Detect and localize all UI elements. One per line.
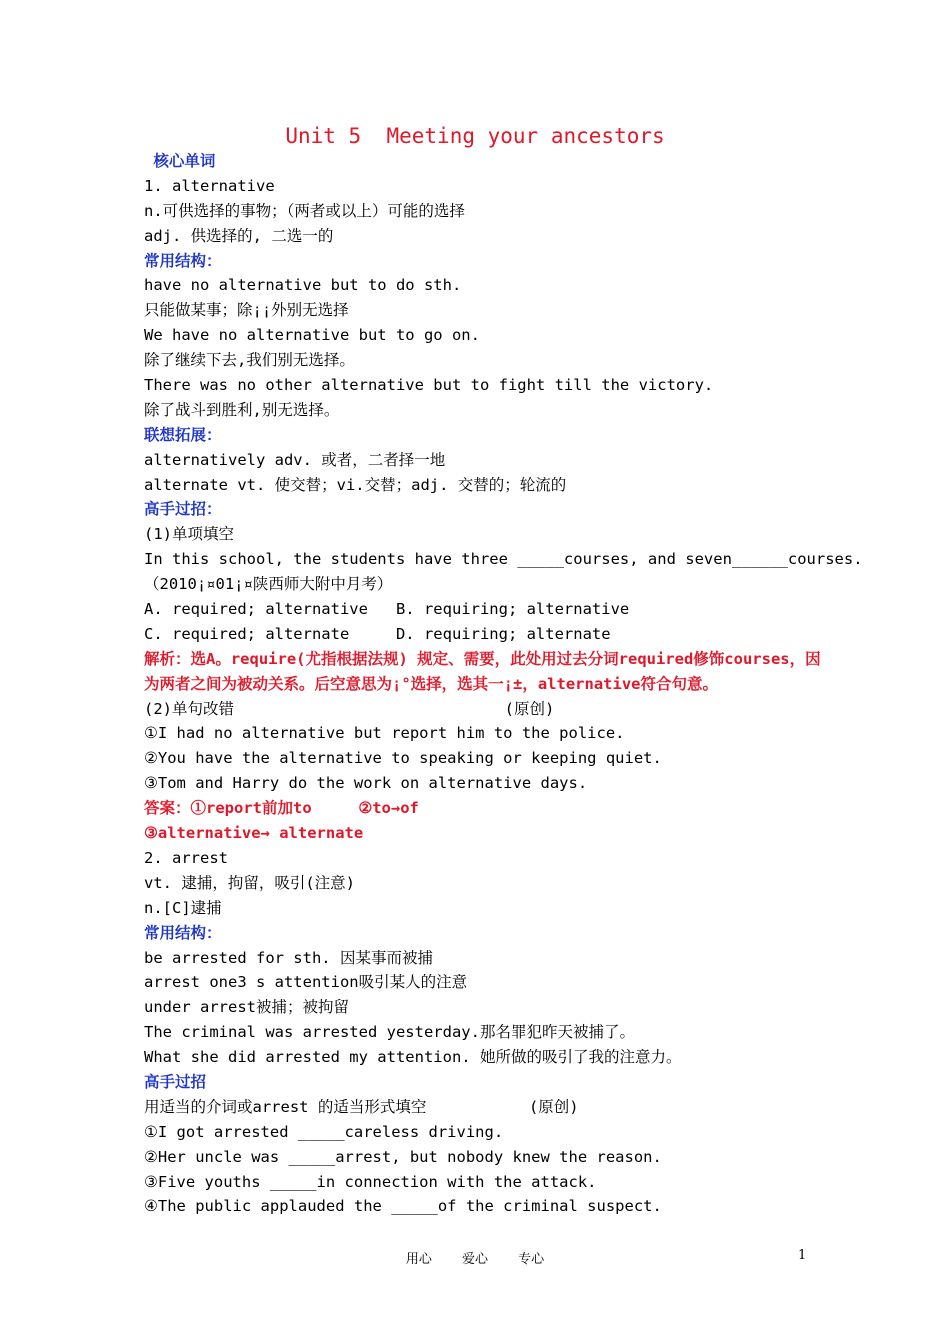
text-line: be arrested for sth. 因某事而被捕 — [144, 948, 433, 967]
text-line: 1. alternative — [144, 176, 275, 195]
section-heading: 高手过招 — [144, 1072, 207, 1091]
text-line: We have no alternative but to go on. — [144, 326, 480, 345]
text-line: ①I got arrested _____careless driving. — [144, 1122, 504, 1141]
section-heading: 常用结构： — [144, 923, 222, 942]
text-line: （2010¡¤01¡¤陕西师大附中月考） — [144, 575, 393, 594]
page-footer — [0, 1248, 950, 1268]
footer-text: 用心 爱心 专心 — [405, 1252, 545, 1267]
document-body — [144, 149, 863, 1219]
text-line: 除了继续下去,我们别无选择。 — [144, 351, 355, 370]
text-line: 只能做某事；除¡¡外别无选择 — [144, 301, 349, 320]
page-title: Unit 5 Meeting your ancestors — [285, 124, 665, 148]
answer-line: 答案：①report前加to ②to→of — [144, 799, 419, 818]
text-line: What she did arrested my attention. 她所做的吸引了我的注意力。 — [144, 1048, 682, 1067]
text-line: (2)单句改错 (原创) — [144, 699, 555, 718]
text-line: A. required; alternative B. requiring; alternative — [144, 600, 630, 619]
section-heading: 核心单词 — [144, 152, 216, 170]
text-line: ④The public applauded the _____of the criminal suspect. — [144, 1197, 662, 1216]
text-line: ①I had no alternative but report him to the police. — [144, 724, 625, 743]
text-line: 用适当的介词或arrest 的适当形式填空 (原创) — [144, 1097, 579, 1116]
answer-line: 解析：选A。require(尤指根据法规) 规定、需要，此处用过去分词required修饰courses，因 — [144, 649, 821, 668]
text-line: There was no other alternative but to fight till the victory. — [144, 376, 714, 395]
answer-line: 为两者之间为被动关系。后空意思为¡°选择，选其一¡±，alternative符合句意。 — [144, 674, 718, 693]
text-line: C. required; alternate D. requiring; alternate — [144, 624, 611, 643]
section-heading: 联想拓展： — [144, 425, 222, 444]
text-line: ③Five youths _____in connection with the attack. — [144, 1172, 597, 1191]
text-line: n.[C]逮捕 — [144, 898, 222, 917]
text-line: alternate vt. 使交替；vi.交替；adj. 交替的；轮流的 — [144, 475, 567, 494]
text-line: vt. 逮捕，拘留，吸引(注意) — [144, 873, 355, 892]
text-line: (1)单项填空 — [144, 525, 234, 544]
text-line: arrest one3 s attention吸引某人的注意 — [144, 973, 468, 992]
text-line: In this school, the students have three _____courses, and seven______courses. — [144, 550, 863, 569]
text-line: The criminal was arrested yesterday.那名罪犯昨天被捕了。 — [144, 1023, 635, 1042]
text-line: adj. 供选择的, 二选一的 — [144, 226, 334, 245]
text-line: alternatively adv. 或者，二者择一地 — [144, 450, 446, 469]
text-line: n.可供选择的事物；（两者或以上）可能的选择 — [144, 201, 465, 220]
text-line: under arrest被捕；被拘留 — [144, 998, 349, 1017]
section-heading: 高手过招： — [144, 500, 222, 519]
text-line: have no alternative but to do sth. — [144, 276, 462, 295]
text-line: ②You have the alternative to speaking or keeping quiet. — [144, 749, 662, 768]
text-line: 除了战斗到胜利,别无选择。 — [144, 400, 340, 419]
answer-line: ③alternative→ alternate — [144, 824, 364, 843]
section-heading: 常用结构： — [144, 251, 222, 270]
text-line: ②Her uncle was _____arrest, but nobody knew the reason. — [144, 1147, 662, 1166]
text-line: 2. arrest — [144, 848, 228, 867]
text-line: ③Tom and Harry do the work on alternative days. — [144, 774, 588, 793]
page-number: 1 — [798, 1248, 807, 1263]
